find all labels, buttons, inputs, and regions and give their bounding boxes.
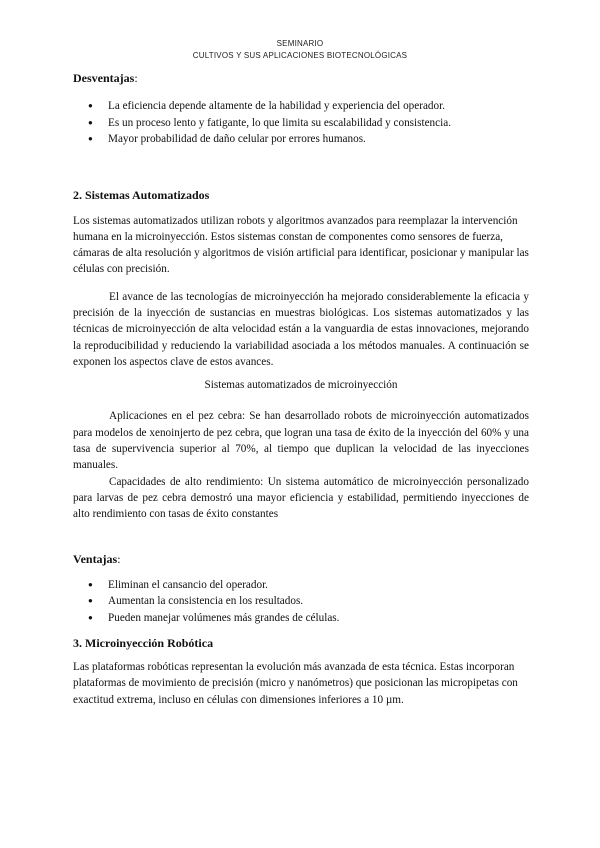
page-content: [73, 70, 529, 708]
list-item: ● Es un proceso lento y fatigante, lo que limita su escalabilidad y consistencia.: [73, 115, 529, 132]
desventajas-heading: Desventajas:: [73, 71, 138, 85]
section-2-advance: El avance de las tecnologías de microinyección ha mejorado considerablemente la eficacia y precisión de la inyección de sustancias en muestras biológicas. Los sistemas automatizados y las técnicas de microinyección de alta velocidad están a la vanguardia de estas innovaciones, mejorando la reproducibilidad y reduciendo la variabilidad asociada a los métodos manuales. A continuación se exponen los aspectos clave de estos avances.: [73, 290, 529, 368]
section-2-subtitle: Sistemas automatizados de microinyección: [204, 379, 398, 392]
list-item: ● Aumentan la consistencia en los resultados.: [73, 593, 529, 610]
page-header: [0, 38, 600, 62]
section-2-heading: 2. Sistemas Automatizados: [73, 187, 210, 202]
list-item: ● La eficiencia depende altamente de la habilidad y experiencia del operador.: [73, 98, 529, 115]
header-line-1: SEMINARIO: [276, 39, 324, 48]
section-3-body: Las plataformas robóticas representan la evolución más avanzada de esta técnica. Estas incorporan plataformas de movimiento de precisión (micro y nanómetros) que posicionan las micropipetas con exactitud extrema, incluso en células con dimensiones inferiores a 10 µm.: [73, 661, 518, 706]
ventajas-list: [73, 577, 529, 627]
desventajas-list: [73, 98, 529, 148]
list-item: ● Mayor probabilidad de daño celular por errores humanos.: [73, 131, 529, 148]
list-item: ● Eliminan el cansancio del operador.: [73, 577, 529, 594]
section-2-intro: Los sistemas automatizados utilizan robots y algoritmos avanzados para reemplazar la intervención humana en la microinyección. Estos sistemas constan de componentes como sensores de fuerza, cámaras de alta resolución y algoritmos de visión artificial para identificar, posicionar y manipular las células con precisión.: [73, 214, 529, 276]
zebrafish-paragraph: Aplicaciones en el pez cebra: Se han desarrollado robots de microinyección automatizados para modelos de xenoinjerto de pez cebra, que logran una tasa de éxito de la inyección del 60% y una tasa de supervivencia superior al 70%, al tiempo que duplican la velocidad de las inyecciones manuales.: [73, 410, 529, 472]
header-line-2: CULTIVOS Y SUS APLICACIONES BIOTECNOLÓGICAS: [192, 51, 408, 60]
throughput-paragraph: Capacidades de alto rendimiento: Un sistema automático de microinyección personalizado para larvas de pez cebra demostró una mayor eficiencia y estabilidad, permitiendo inyecciones de alto rendimiento con tasas de éxito constantes: [73, 475, 529, 521]
ventajas-heading: Ventajas:: [73, 551, 121, 566]
list-item: ● Pueden manejar volúmenes más grandes de células.: [73, 610, 529, 627]
section-3-heading: 3. Microinyección Robótica: [73, 636, 214, 651]
